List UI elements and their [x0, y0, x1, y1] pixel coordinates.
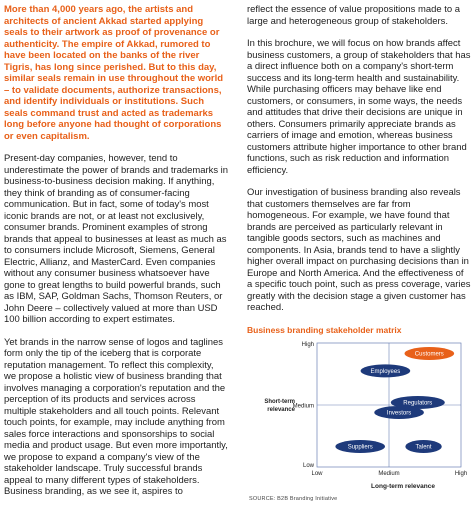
- body-paragraph-5: Our investigation of business branding also reveals that customers themselves are far from homogeneous. For example, we have found that brands are perceived as particularly relevant in tangible goods sectors, such as machines and components. In Asia, brands tend to have a slightly higher overall impact on purchasing decisions than in Europe and North America. And the effectiveness of a specific touch point, such as press coverage, varies greatly with the decision stage a given customer has reached.: [247, 187, 471, 313]
- point-label-employees: Employees: [370, 368, 401, 375]
- stakeholder-matrix-chart: [247, 337, 471, 507]
- point-label-regulators: Regulators: [403, 400, 433, 407]
- chart-title: Business branding stakeholder matrix: [247, 324, 402, 335]
- body-paragraph-3: reflect the essence of value propositions made to a large and heterogeneous group of stakeholders.: [247, 4, 460, 27]
- point-label-investors: Investors: [386, 410, 412, 417]
- y-tick-label: Low: [302, 462, 314, 469]
- lead-paragraph: More than 4,000 years ago, the artists and architects of ancient Akkad started applying seals to their artwork as proof of provenance or authenticity. The empire of Akkad, rumored to have been located on the banks of the river Tigris, has long since perished. But to this day, similar seals remain in use throughout the world – to validate documents, authorize transactions, and identify individuals or institutions. Such seals command trust and acted as trademarks long before anyone had thought of corporations or even capitalism.: [4, 4, 224, 142]
- x-tick-label: Medium: [378, 470, 400, 477]
- x-axis-label: Long-term relevance: [371, 482, 435, 490]
- y-tick-label: Medium: [292, 403, 314, 409]
- body-paragraph-4: In this brochure, we will focus on how brands affect business customers, a group of stakeholders that has a direct influence both on a company's short-term success and its long-term health and sustainability. While purchasing officers may behave like end customers, or consumers, in some ways, the needs and attitudes that drive their decisions are unique in others. Consumers primarily appreciate brands as carriers of image and emotion, whereas business customers attribute higher importance to other brand functions, such as risk reduction and information efficiency.: [247, 38, 471, 176]
- point-label-talent: Talent: [415, 444, 432, 451]
- point-label-customers: Customers: [414, 351, 444, 358]
- body-paragraph-2: Yet brands in the narrow sense of logos and taglines form only the tip of the iceberg that is corporate reputation management. To reflect this complexity, we propose a holistic view of business branding that involves managing a corporation's reputation and the perception of its products and services across multiple stakeholders and all touch points. Relevant touch points, for example, may include anything from sales force interactions and sponsorships to social media and product usage. But even more importantly, we propose to expand a company's view of the stakeholder landscape. Truly successful brands appeal to many different types of stakeholders. Business branding, as we see it, aspires to: [4, 336, 228, 497]
- y-axis-label-line1: Short-term: [264, 398, 295, 405]
- x-tick-label: Low: [311, 470, 323, 477]
- chart-source: SOURCE: B2B Branding Initiative: [249, 495, 338, 502]
- x-tick-label: High: [454, 470, 468, 477]
- body-paragraph-1: Present-day companies, however, tend to underestimate the power of brands and trademarks in business-to-business decision making. If anything, they think of branding as of consumer-facing communication. But in fact, some of today's most iconic brands are not, or at least not exclusively, consumer brands. Prominent examples of strong brands that appeal to businesses at least as much as to consumers include Microsoft, Siemens, General Electric, Allianz, and MasterCard. Even companies without any consumer business whatsoever have gone to great lengths to build powerful brands, such as IBM, SAP, Goldman Sachs, Thomson Reuters, or John Deere – collectively valued at more than USD 100 billion according to expert estimates.: [4, 153, 229, 325]
- left-column: [4, 4, 228, 509]
- y-tick-label: High: [301, 341, 314, 348]
- y-axis-label-line2: relevance: [267, 406, 295, 413]
- right-column: [247, 4, 471, 507]
- chart-svg: [247, 337, 471, 507]
- point-label-suppliers: Suppliers: [347, 444, 373, 451]
